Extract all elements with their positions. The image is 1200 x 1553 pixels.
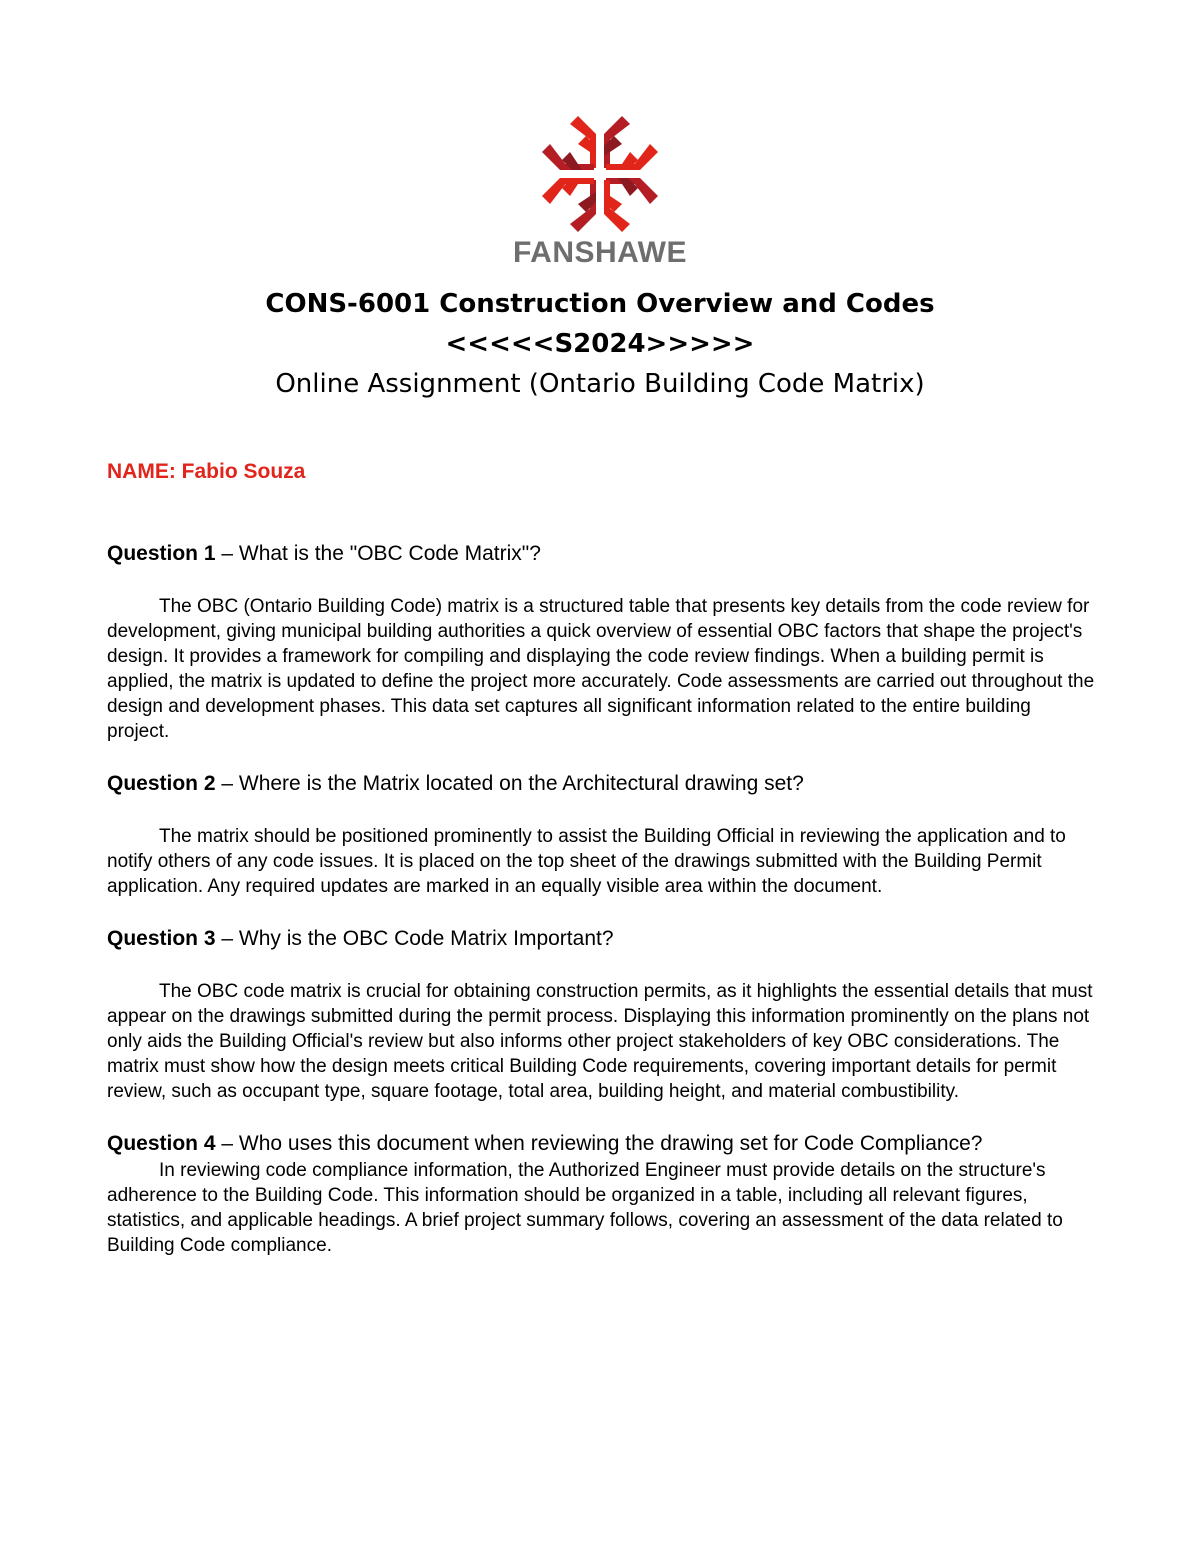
question-label: Question 4 xyxy=(107,1132,216,1155)
logo-wordmark: FANSHAWE xyxy=(512,236,687,269)
answer-2: The matrix should be positioned prominently to assist the Building Official in reviewing the application and to notify others of any code issues. It is placed on the top sheet of the drawings submitted with the Building Permit application. Any required updates are marked in an equally visible area within the document. xyxy=(107,826,1066,897)
question-label: Question 3 xyxy=(107,927,216,950)
question-text: – Where is the Matrix located on the Architectural drawing set? xyxy=(215,772,804,795)
question-label: Question 1 xyxy=(107,542,216,565)
student-name: NAME: Fabio Souza xyxy=(107,460,306,483)
answer-1: The OBC (Ontario Building Code) matrix is a structured table that presents key details from the code review for development, giving municipal building authorities a quick overview of essential OBC factors that shape the project's design. It provides a framework for compiling and displaying the code review findings. When a building permit is applied, the matrix is updated to define the project more accurately. Code assessments are carried out throughout the design and development phases. This data set captures all significant information related to the entire building project. xyxy=(107,596,1095,742)
question-2 xyxy=(107,770,1097,798)
question-text: – What is the "OBC Code Matrix"? xyxy=(215,542,541,565)
question-label: Question 2 xyxy=(107,772,216,795)
question-text: – Why is the OBC Code Matrix Important? xyxy=(215,927,614,950)
answer-3: The OBC code matrix is crucial for obtaining construction permits, as it highlights the essential details that must appear on the drawings submitted during the permit process. Displaying this information prominently on the plans not only aids the Building Official's review but also informs other project stakeholders of key OBC considerations. The matrix must show how the design meets critical Building Code requirements, covering important details for permit review, such as occupant type, square footage, total area, building height, and material combustibility. xyxy=(107,981,1093,1102)
term-label: <<<<<S2024>>>>> xyxy=(445,329,755,359)
assignment-title: Online Assignment (Ontario Building Code Matrix) xyxy=(275,369,925,399)
title-block xyxy=(0,284,1200,404)
question-3 xyxy=(107,925,1097,953)
question-1 xyxy=(107,540,1097,568)
answer-4: In reviewing code compliance information, the Authorized Engineer must provide details on the structure's adherence to the Building Code. This information should be organized in a table, including all relevant figures, statistics, and applicable headings. A brief project summary follows, covering an assessment of the data related to Building Code compliance. xyxy=(107,1160,1063,1256)
questions-section xyxy=(107,540,1097,1258)
question-text: – Who uses this document when reviewing the drawing set for Code Compliance? xyxy=(215,1132,983,1155)
question-4 xyxy=(107,1130,1097,1158)
course-title: CONS-6001 Construction Overview and Codes xyxy=(265,289,935,319)
fanshawe-logo-icon xyxy=(538,112,662,236)
